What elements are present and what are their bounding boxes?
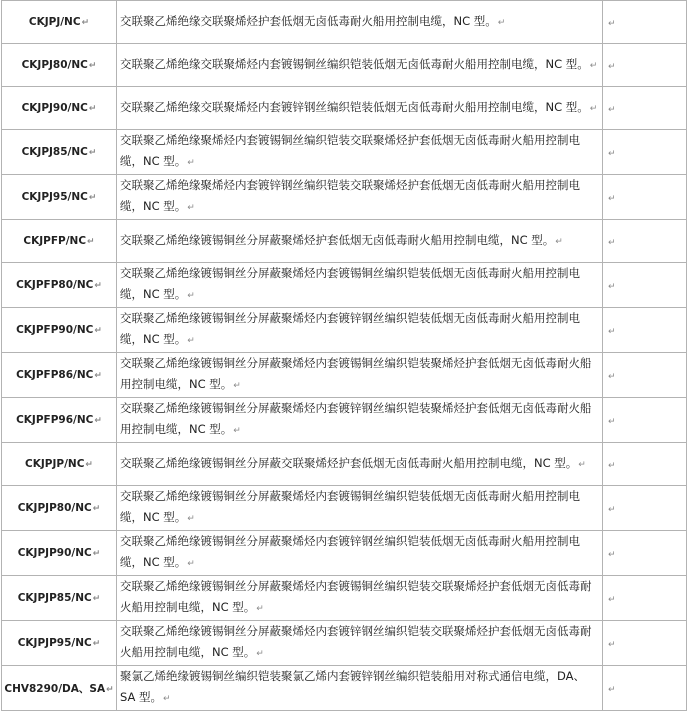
paragraph-mark-icon: ↵ [608, 639, 616, 650]
model-cell [2, 443, 117, 486]
empty-cell [603, 353, 687, 398]
empty-cell [603, 666, 687, 711]
empty-cell [603, 87, 687, 130]
model-code: CHV8290/DA、SA [4, 682, 106, 695]
model-cell [2, 486, 117, 531]
model-code: CKJPFP90/NC [16, 324, 94, 336]
table-row [2, 87, 687, 130]
model-code: CKJPJ80/NC [21, 59, 88, 71]
model-cell [2, 263, 117, 308]
cable-description: 交联聚乙烯绝缘镀锡铜丝分屏蔽交联聚烯烃护套低烟无卤低毒耐火船用控制电缆，NC 型。 [120, 455, 578, 470]
paragraph-mark-icon: ↵ [608, 326, 616, 337]
paragraph-mark-icon: ↵ [589, 103, 598, 114]
paragraph-mark-icon: ↵ [92, 549, 101, 559]
paragraph-mark-icon: ↵ [81, 18, 90, 28]
table-row [2, 443, 687, 486]
model-cell [2, 531, 117, 576]
description-cell [117, 87, 603, 130]
paragraph-mark-icon: ↵ [608, 594, 616, 605]
model-code: CKJPJ90/NC [21, 102, 88, 114]
paragraph-mark-icon: ↵ [608, 416, 616, 427]
model-cell [2, 666, 117, 711]
model-code: CKJPFP/NC [23, 235, 87, 247]
paragraph-mark-icon: ↵ [187, 291, 195, 301]
description-cell [117, 130, 603, 175]
description-cell [117, 398, 603, 443]
paragraph-mark-icon: ↵ [187, 336, 195, 346]
paragraph-mark-icon: ↵ [497, 17, 506, 28]
model-cell [2, 308, 117, 353]
paragraph-mark-icon: ↵ [608, 549, 616, 560]
model-code: CKJPFP80/NC [16, 279, 94, 291]
table-row [2, 1, 687, 44]
empty-cell [603, 486, 687, 531]
table-row [2, 666, 687, 711]
paragraph-mark-icon: ↵ [608, 460, 616, 471]
description-cell [117, 621, 603, 666]
table-row [2, 175, 687, 220]
cable-description: 交联聚乙烯绝缘镀锡铜丝分屏蔽聚烯烃护套低烟无卤低毒耐火船用控制电缆，NC 型。 [120, 232, 555, 247]
paragraph-mark-icon: ↵ [578, 459, 586, 470]
paragraph-mark-icon: ↵ [106, 684, 114, 695]
model-cell [2, 398, 117, 443]
model-cell [2, 1, 117, 44]
paragraph-mark-icon: ↵ [92, 639, 101, 649]
paragraph-mark-icon: ↵ [608, 684, 616, 695]
table-row [2, 44, 687, 87]
paragraph-mark-icon: ↵ [589, 60, 598, 71]
cable-description: 交联聚乙烯绝缘镀锡铜丝分屏蔽聚烯烃内套镀锌钢丝编织铠装交联聚烯烃护套低烟无卤低毒耐火船用控制电缆，NC 型。 [120, 624, 592, 659]
paragraph-mark-icon: ↵ [187, 559, 195, 569]
table-row [2, 220, 687, 263]
cable-description: 交联聚乙烯绝缘镀锡铜丝分屏蔽聚烯烃内套镀锌钢丝编织铠装聚烯烃护套低烟无卤低毒耐火船用控制电缆，NC 型。 [120, 401, 592, 436]
model-cell [2, 175, 117, 220]
cable-description: 交联聚乙烯绝缘交联聚烯烃护套低烟无卤低毒耐火船用控制电缆，NC 型。 [120, 13, 497, 28]
paragraph-mark-icon: ↵ [608, 281, 616, 292]
paragraph-mark-icon: ↵ [608, 193, 616, 204]
model-cell [2, 621, 117, 666]
empty-cell [603, 308, 687, 353]
description-cell [117, 443, 603, 486]
cable-description: 交联聚乙烯绝缘镀锡铜丝分屏蔽聚烯烃内套镀锌钢丝编织铠装低烟无卤低毒耐火船用控制电缆，NC 型。 [120, 311, 580, 346]
description-cell [117, 1, 603, 44]
paragraph-mark-icon: ↵ [85, 460, 93, 470]
paragraph-mark-icon: ↵ [92, 504, 101, 514]
paragraph-mark-icon: ↵ [187, 203, 195, 213]
model-cell [2, 130, 117, 175]
paragraph-mark-icon: ↵ [163, 694, 171, 704]
model-code: CKJPFP96/NC [16, 414, 94, 426]
description-cell [117, 263, 603, 308]
paragraph-mark-icon: ↵ [233, 426, 241, 436]
model-code: CKJPFP86/NC [16, 369, 94, 381]
paragraph-mark-icon: ↵ [608, 104, 616, 115]
description-cell [117, 44, 603, 87]
description-cell [117, 531, 603, 576]
cable-description: 交联聚乙烯绝缘交联聚烯烃内套镀锌钢丝编织铠装低烟无卤低毒耐火船用控制电缆，NC 型。 [120, 99, 589, 114]
empty-cell [603, 220, 687, 263]
table-row [2, 531, 687, 576]
cable-description: 交联聚乙烯绝缘镀锡铜丝分屏蔽聚烯烃内套镀锡铜丝编织铠装低烟无卤低毒耐火船用控制电缆，NC 型。 [120, 266, 580, 301]
paragraph-mark-icon: ↵ [233, 381, 241, 391]
empty-cell [603, 576, 687, 621]
empty-cell [603, 263, 687, 308]
model-code: CKJPJP85/NC [17, 592, 92, 604]
paragraph-mark-icon: ↵ [187, 158, 195, 168]
table-row [2, 486, 687, 531]
empty-cell [603, 621, 687, 666]
empty-cell [603, 44, 687, 87]
paragraph-mark-icon: ↵ [555, 236, 563, 247]
table-row [2, 353, 687, 398]
description-cell [117, 666, 603, 711]
table-row [2, 621, 687, 666]
paragraph-mark-icon: ↵ [256, 604, 264, 614]
description-cell [117, 486, 603, 531]
cable-spec-table-body [2, 1, 687, 711]
paragraph-mark-icon: ↵ [88, 193, 97, 203]
paragraph-mark-icon: ↵ [94, 371, 102, 381]
model-code: CKJPJP90/NC [17, 547, 92, 559]
empty-cell [603, 443, 687, 486]
model-code: CKJPJ85/NC [21, 146, 88, 158]
description-cell [117, 576, 603, 621]
paragraph-mark-icon: ↵ [608, 237, 616, 248]
paragraph-mark-icon: ↵ [88, 104, 97, 114]
model-code: CKJPJ95/NC [21, 191, 88, 203]
paragraph-mark-icon: ↵ [87, 237, 95, 247]
description-cell [117, 175, 603, 220]
paragraph-mark-icon: ↵ [88, 148, 97, 158]
paragraph-mark-icon: ↵ [94, 416, 102, 426]
empty-cell [603, 130, 687, 175]
table-row [2, 398, 687, 443]
description-cell [117, 308, 603, 353]
model-code: CKJPJ/NC [28, 16, 81, 28]
paragraph-mark-icon: ↵ [88, 61, 97, 71]
model-cell [2, 576, 117, 621]
empty-cell [603, 531, 687, 576]
paragraph-mark-icon: ↵ [608, 18, 616, 29]
paragraph-mark-icon: ↵ [608, 504, 616, 515]
cable-description: 交联聚乙烯绝缘镀锡铜丝分屏蔽聚烯烃内套镀锡铜丝编织铠装交联聚烯烃护套低烟无卤低毒耐火船用控制电缆，NC 型。 [120, 579, 592, 614]
table-row [2, 576, 687, 621]
cable-description: 交联聚乙烯绝缘聚烯烃内套镀锡铜丝编织铠装交联聚烯烃护套低烟无卤低毒耐火船用控制电缆，NC 型。 [120, 133, 580, 168]
paragraph-mark-icon: ↵ [608, 148, 616, 159]
empty-cell [603, 1, 687, 44]
model-cell [2, 87, 117, 130]
empty-cell [603, 398, 687, 443]
description-cell [117, 353, 603, 398]
empty-cell [603, 175, 687, 220]
paragraph-mark-icon: ↵ [608, 61, 616, 72]
table-row [2, 263, 687, 308]
cable-description: 交联聚乙烯绝缘交联聚烯烃内套镀锡铜丝编织铠装低烟无卤低毒耐火船用控制电缆，NC 型。 [120, 56, 589, 71]
model-code: CKJPJP95/NC [17, 637, 92, 649]
cable-description: 交联聚乙烯绝缘镀锡铜丝分屏蔽聚烯烃内套镀锡铜丝编织铠装低烟无卤低毒耐火船用控制电缆，NC 型。 [120, 489, 580, 524]
model-cell [2, 44, 117, 87]
table-row [2, 130, 687, 175]
paragraph-mark-icon: ↵ [187, 514, 195, 524]
model-code: CKJPJP80/NC [17, 502, 92, 514]
paragraph-mark-icon: ↵ [94, 326, 102, 336]
cable-description: 交联聚乙烯绝缘镀锡铜丝分屏蔽聚烯烃内套镀锌钢丝编织铠装低烟无卤低毒耐火船用控制电缆，NC 型。 [120, 534, 580, 569]
cable-description: 聚氯乙烯绝缘镀锡铜丝编织铠装聚氯乙烯内套镀锌钢丝编织铠装船用对称式通信电缆，DA、SA 型。 [120, 669, 586, 704]
cable-description: 交联聚乙烯绝缘聚烯烃内套镀锌钢丝编织铠装交联聚烯烃护套低烟无卤低毒耐火船用控制电缆，NC 型。 [120, 178, 580, 213]
table-row [2, 308, 687, 353]
paragraph-mark-icon: ↵ [256, 649, 264, 659]
cable-spec-table [1, 0, 687, 711]
model-cell [2, 220, 117, 263]
model-code: CKJPJP/NC [25, 458, 85, 470]
cable-description: 交联聚乙烯绝缘镀锡铜丝分屏蔽聚烯烃内套镀锡铜丝编织铠装聚烯烃护套低烟无卤低毒耐火船用控制电缆，NC 型。 [120, 356, 592, 391]
paragraph-mark-icon: ↵ [94, 281, 102, 291]
description-cell [117, 220, 603, 263]
paragraph-mark-icon: ↵ [92, 594, 101, 604]
model-cell [2, 353, 117, 398]
paragraph-mark-icon: ↵ [608, 371, 616, 382]
